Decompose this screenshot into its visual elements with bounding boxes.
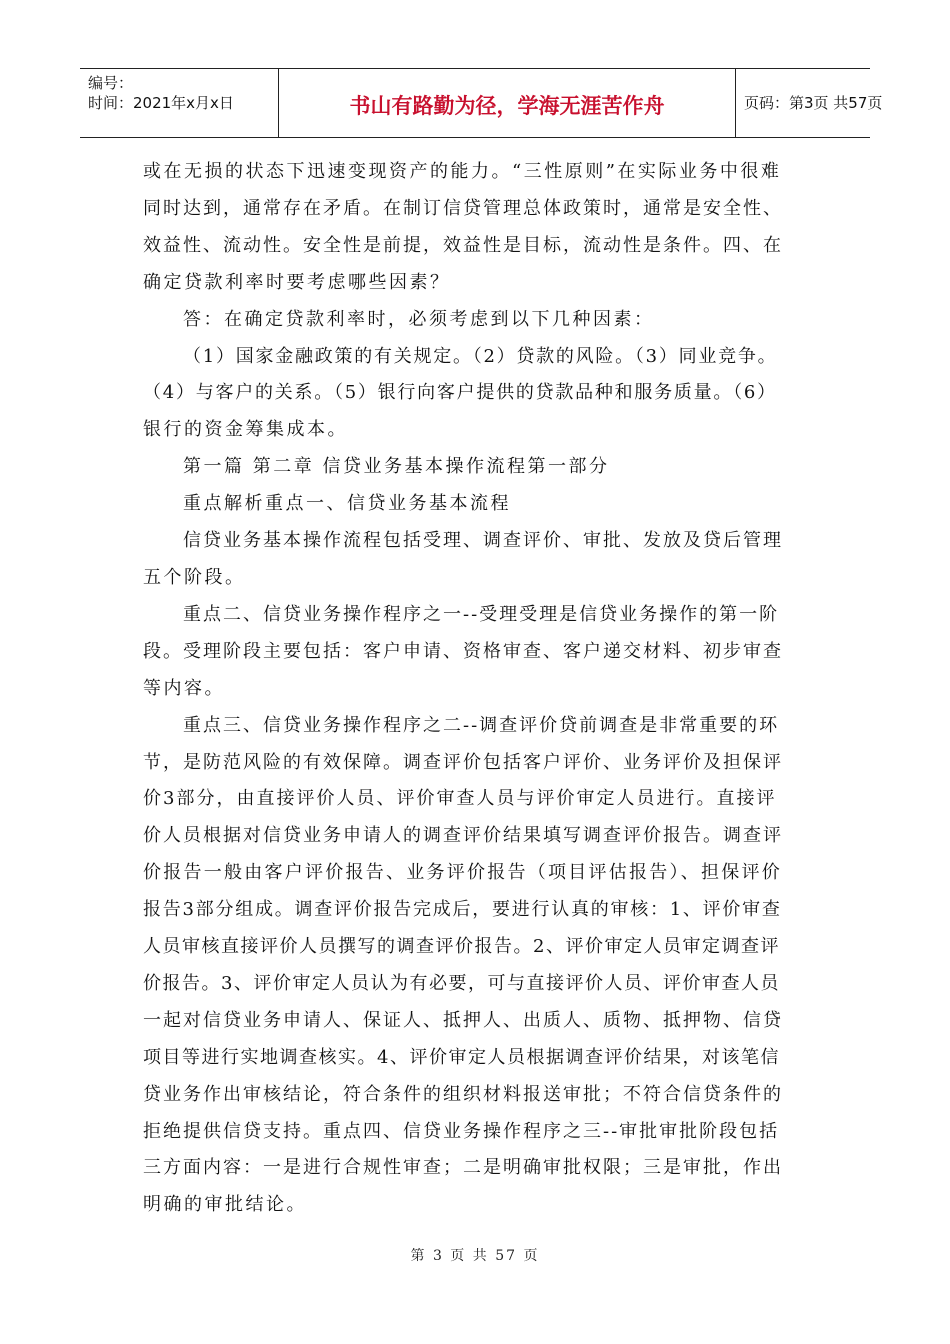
body-line: （4）与客户的关系。（5）银行向客户提供的贷款品种和服务质量。（6） — [143, 382, 777, 404]
body-line: 明确的审批结论。 — [143, 1194, 307, 1216]
body-line: 价报告一般由客户评价报告、业务评价报告（项目评估报告）、担保评价 — [143, 862, 782, 884]
body-line: 报告3部分组成。调查评价报告完成后，要进行认真的审核：1、评价审查 — [143, 899, 782, 921]
body-line: 效益性、流动性。安全性是前提，效益性是目标，流动性是条件。四、在 — [143, 234, 783, 256]
body-line: 节，是防范风险的有效保障。调查评价包括客户评价、业务评价及担保评 — [143, 751, 783, 773]
body-line: 确定贷款利率时要考虑哪些因素？ — [143, 271, 451, 293]
document-header — [80, 68, 883, 138]
body-line: 人员审核直接评价人员撰写的调查评价报告。2、评价审定人员审定调查评 — [143, 936, 780, 958]
body-line: 拒绝提供信贷支持。重点四、信贷业务操作程序之三--审批审批阶段包括 — [143, 1120, 780, 1142]
header-page-code: 页码：第3页 共57页 — [744, 94, 883, 112]
body-line: 段。受理阶段主要包括：客户申请、资格审查、客户递交材料、初步审查 — [143, 640, 783, 662]
header-motto: 书山有路勤为径，学海无涯苦作舟 — [349, 94, 665, 118]
body-line: 等内容。 — [143, 677, 225, 699]
body-line: 银行的资金筹集成本。 — [143, 419, 348, 441]
body-line: 答：在确定贷款利率时，必须考虑到以下几种因素： — [183, 308, 655, 330]
body-line: 价人员根据对信贷业务申请人的调查评价结果填写调查评价报告。调查评 — [143, 825, 783, 847]
body-line: 同时达到，通常存在矛盾。在制订信贷管理总体政策时，通常是安全性、 — [143, 197, 783, 219]
header-meta-cell — [80, 69, 279, 137]
body-line: 重点三、信贷业务操作程序之二--调查评价贷前调查是非常重要的环 — [183, 714, 780, 736]
header-motto-cell — [279, 69, 736, 137]
body-line: 信贷业务基本操作流程包括受理、调查评价、审批、发放及贷后管理 — [183, 530, 783, 552]
body-line: 价报告。3、评价审定人员认为有必要，可与直接评价人员、评价审查人员 — [143, 972, 780, 994]
body-line: 项目等进行实地调查核实。4、评价审定人员根据调查评价结果，对该笔信 — [143, 1046, 780, 1068]
body-line: 一起对信贷业务申请人、保证人、抵押人、出质人、质物、抵押物、信贷 — [143, 1009, 783, 1031]
body-line: 价3部分，由直接评价人员、评价审查人员与评价审定人员进行。直接评 — [143, 788, 777, 810]
body-line: 五个阶段。 — [143, 566, 246, 588]
document-date: 时间：2021年x月x日 — [88, 94, 234, 112]
body-line: 或在无损的状态下迅速变现资产的能力。“三性原则”在实际业务中很难 — [143, 161, 782, 182]
body-line: 贷业务作出审核结论，符合条件的组织材料报送审批；不符合信贷条件的 — [143, 1083, 783, 1105]
body-line: （1）国家金融政策的有关规定。（2）贷款的风险。（3）同业竞争。 — [183, 345, 778, 367]
body-line: 重点二、信贷业务操作程序之一--受理受理是信贷业务操作的第一阶 — [183, 603, 780, 625]
document-number-label: 编号： — [88, 74, 134, 92]
body-line: 三方面内容：一是进行合规性审查；二是明确审批权限；三是审批，作出 — [143, 1157, 783, 1179]
page-footer: 第 3 页 共 57 页 — [410, 1248, 540, 1264]
body-line: 重点解析重点一、信贷业务基本流程 — [183, 493, 511, 515]
header-page-cell — [736, 69, 883, 137]
document-body — [143, 154, 783, 1224]
section-heading: 第一篇 第二章 信贷业务基本操作流程第一部分 — [183, 456, 610, 478]
